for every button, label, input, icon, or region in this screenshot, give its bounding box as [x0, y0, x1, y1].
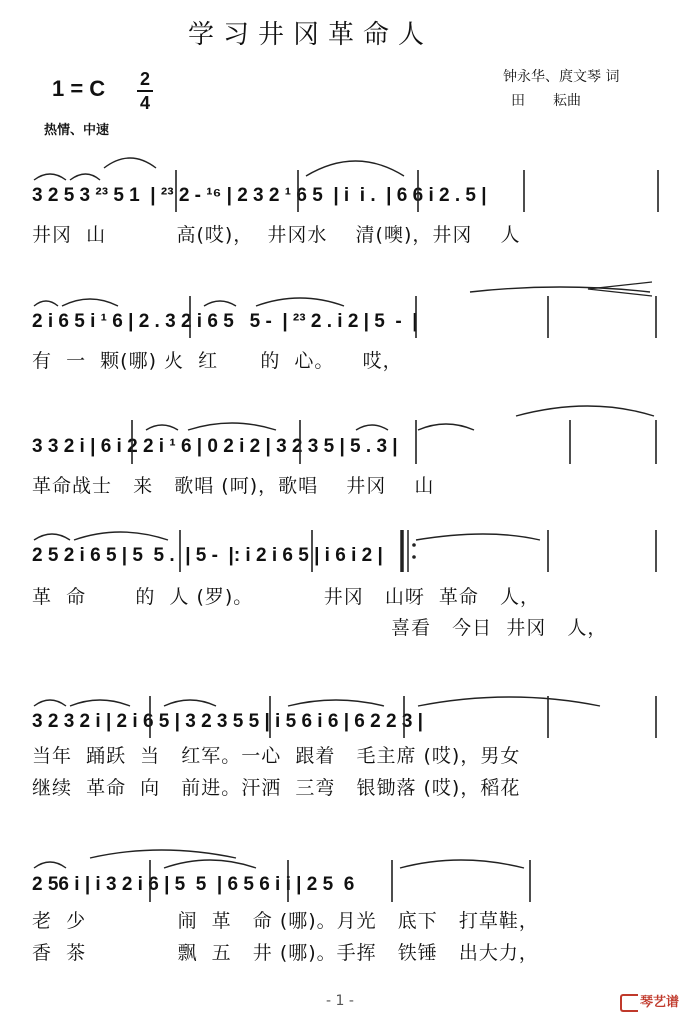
- lyric-line-3: 革命战士 来 歌唱 (呵)，歌唱 井冈 山: [32, 475, 435, 497]
- lyric-line-6a: 老 少 闹 革 命 (哪)。月光 底下 打草鞋，: [32, 910, 539, 932]
- lyricist-credit: 钟永华、庹文琴 词: [503, 69, 620, 85]
- lyric-line-5b: 继续 革命 向 前进。汗洒 三弯 银锄落 (哎)，稻花: [32, 777, 521, 799]
- lyric-line-6b: 香 茶 飘 五 井 (哪)。手挥 铁锤 出大力，: [32, 942, 539, 964]
- song-title: 学习井冈革命人: [188, 20, 434, 50]
- lyric-line-5a: 当年 踊跃 当 红军。一心 跟着 毛主席 (哎)，男女: [32, 745, 521, 767]
- time-signature-bottom: 4: [140, 93, 151, 113]
- lyric-line-1: 井冈 山 高(哎)， 井冈水 清(噢)，井冈 人: [32, 224, 521, 246]
- key-signature: 1 = C: [52, 76, 106, 101]
- page-number: - 1 -: [326, 993, 354, 1009]
- notation-line-5: 3 2 3 2 i | 2 i 6 5 | 3 2 3 5 5 | i 5 6 i 6 | 6 2 2 3 |: [32, 711, 423, 732]
- composer-credit: 田 耘曲: [511, 93, 581, 109]
- time-signature-top: 2: [140, 69, 151, 89]
- lyric-line-4b: 喜看 今日 井冈 人，: [32, 617, 608, 639]
- watermark-logo-icon: [620, 994, 638, 1012]
- notation-line-4: 2 5 2 i 6 5 | 5 5 . | 5 - |: i 2 i 6 5 | i 6 i 2 |: [32, 545, 383, 566]
- notation-line-3: 3 3 2 i | 6 i 2 2 i ¹ 6 | 0 2 i 2 | 3 2 3 5 | 5 . 3 |: [32, 436, 398, 457]
- notation-line-2: 2 i 6 5 i ¹ 6 | 2 . 3 2 i 6 5 5 - | ²³ 2 . i 2 | 5 - |: [32, 311, 418, 332]
- notation-line-1: 3 2 5 3 ²³ 5 1 | ²³ 2 - ¹⁶ | 2 3 2 ¹ 6 5 | i i . | 6 6 i 2 . 5 |: [32, 185, 487, 206]
- tempo-marking: 热情、中速: [44, 123, 110, 138]
- lyric-line-2: 有 一 颗(哪) 火 红 的 心。 哎，: [32, 350, 403, 372]
- watermark-text: 琴艺谱: [640, 995, 680, 1010]
- lyric-line-4a: 革 命 的 人 (罗)。 井冈 山呀 革命 人，: [32, 586, 541, 608]
- notation-line-6: 2 56 i | i 3 2 i 6 | 5 5 | 6 5 6 i i | 2 5 6: [32, 874, 355, 895]
